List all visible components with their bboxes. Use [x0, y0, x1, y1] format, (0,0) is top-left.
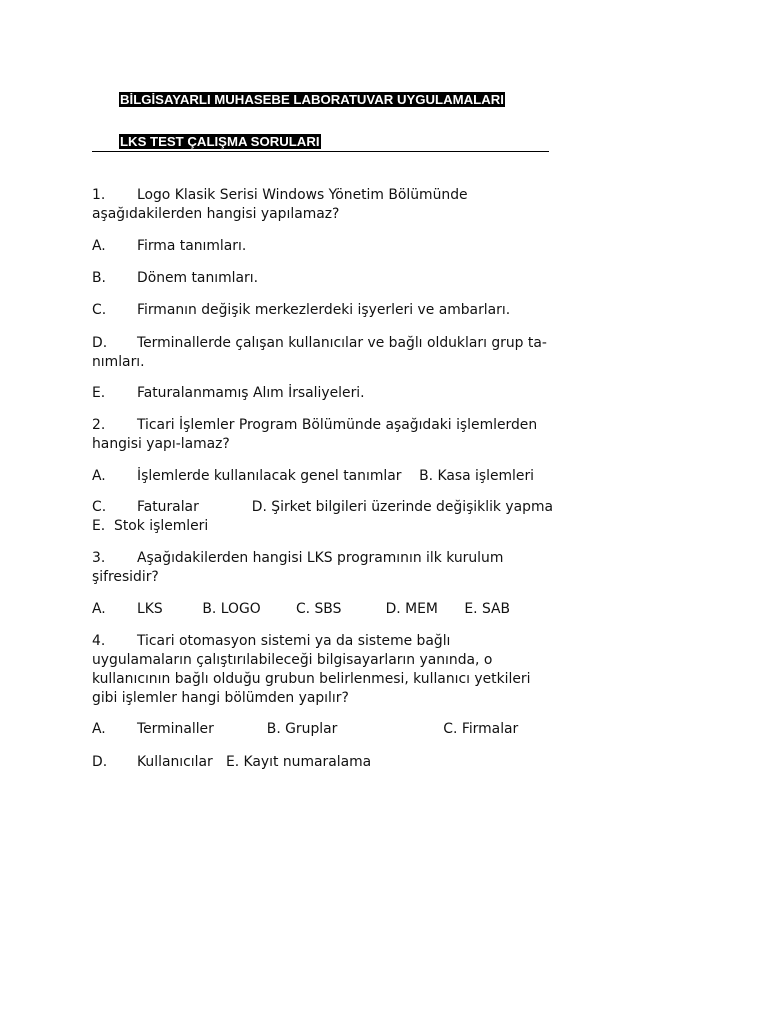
- option-text: Faturalar D. Şirket bilgileri üzerinde değişiklik yapma E. Stok işlemleri: [92, 499, 571, 534]
- option-label: E.: [92, 385, 106, 401]
- option-text: Dönem tanımları.: [137, 270, 259, 286]
- question-1-option-c: [92, 301, 554, 320]
- question-1-option-e: [92, 384, 554, 403]
- option-text: Firma tanımları.: [137, 238, 247, 254]
- question-text: Ticari otomasyon sistemi ya da sisteme bağlı uygulamaların çalıştırılabileceği bilgisayarların yanında, o kullanıcının bağlı olduğu grubun belirlenmesi, kullanıcı yetkileri gibi işlemler hangi bölümden yapılır?: [92, 633, 531, 706]
- question-2-option-a: [92, 467, 554, 486]
- question-3: [92, 549, 554, 587]
- option-text: LKS B. LOGO C. SBS D. MEM E. SAB: [137, 601, 511, 617]
- question-1: [92, 186, 554, 224]
- question-text: Logo Klasik Serisi Windows Yönetim Bölümünde aşağıdakilerden hangisi yapılamaz?: [92, 187, 468, 222]
- question-number: 2.: [92, 417, 106, 433]
- option-text: Faturalanmamış Alım İrsaliyeleri.: [137, 385, 365, 401]
- question-1-option-b: [92, 269, 554, 288]
- option-label: A.: [92, 721, 106, 737]
- option-text: Firmanın değişik merkezlerdeki işyerleri ve ambarları.: [137, 302, 511, 318]
- question-1-option-a: [92, 237, 554, 256]
- question-2: [92, 416, 554, 454]
- option-text: Terminaller B. Gruplar C. Firmalar: [137, 721, 519, 737]
- question-number: 3.: [92, 550, 106, 566]
- option-label: D.: [92, 335, 108, 351]
- option-text: Kullanıcılar E. Kayıt numaralama: [137, 754, 372, 770]
- option-label: C.: [92, 302, 107, 318]
- document-title: BİLGİSAYARLI MUHASEBE LABORATUVAR UYGULAMALARI: [120, 92, 504, 107]
- question-number: 4.: [92, 633, 106, 649]
- question-2-option-c: [92, 498, 571, 536]
- question-4-option-a: [92, 720, 554, 739]
- option-label: A.: [92, 601, 106, 617]
- question-text: Ticari İşlemler Program Bölümünde aşağıdaki işlemlerden hangisi yapı-lamaz?: [92, 417, 538, 452]
- option-label: A.: [92, 238, 106, 254]
- question-text: Aşağıdakilerden hangisi LKS programının ilk kurulum şifresidir?: [92, 550, 504, 585]
- option-text: Terminallerde çalışan kullanıcılar ve bağlı oldukları grup ta-nımları.: [92, 335, 547, 370]
- question-1-option-d: [92, 334, 554, 372]
- option-text: İşlemlerde kullanılacak genel tanımlar B. Kasa işlemleri: [137, 468, 535, 484]
- option-label: C.: [92, 499, 107, 515]
- question-3-option-a: [92, 600, 554, 619]
- option-label: A.: [92, 468, 106, 484]
- question-4: [92, 632, 554, 708]
- question-number: 1.: [92, 187, 106, 203]
- document-subtitle: LKS TEST ÇALIŞMA SORULARI: [120, 134, 320, 149]
- header-underline: [92, 151, 549, 152]
- question-4-option-d: [92, 753, 554, 772]
- option-label: D.: [92, 754, 108, 770]
- option-label: B.: [92, 270, 106, 286]
